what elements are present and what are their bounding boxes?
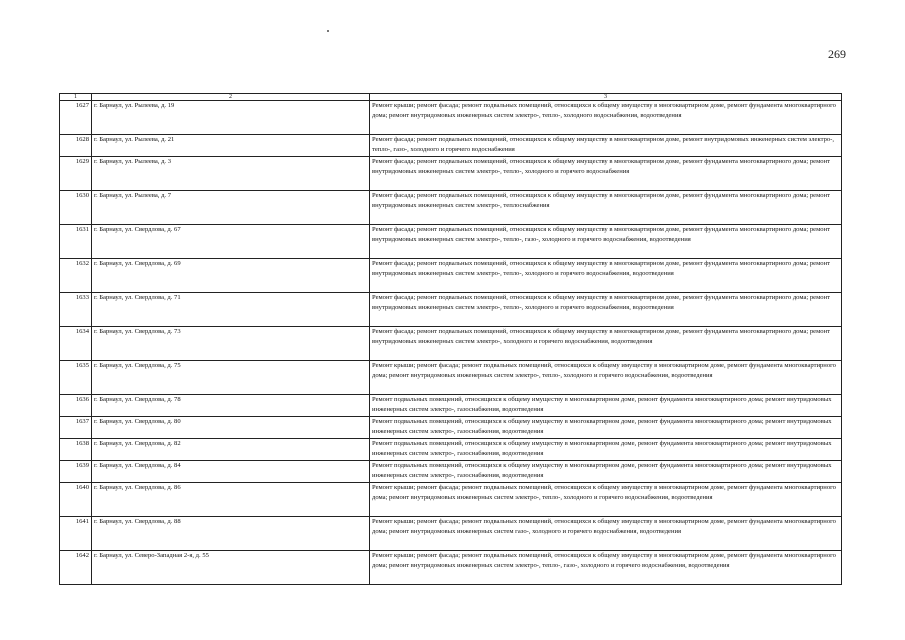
table-row (60, 191, 842, 225)
table-row (60, 461, 842, 483)
row-address: г. Барнаул, ул. Рылеева, д. 7 (92, 191, 370, 225)
table-row (60, 517, 842, 551)
table-row (60, 327, 842, 361)
row-number: 1638 (60, 439, 92, 461)
row-works: Ремонт подвальных помещений, относящихся к общему имуществу в многоквартирном доме, ремонт фундамента многоквартирного дома; ремонт внутридомовых инженерных систем электро-, газоснабжения, водоотведения (370, 439, 842, 461)
column-header-address: 2 (92, 94, 370, 101)
row-works: Ремонт подвальных помещений, относящихся к общему имуществу в многоквартирном доме, ремонт фундамента многоквартирного дома; ремонт внутридомовых инженерных систем электро-, газоснабжения, водоотведения (370, 461, 842, 483)
row-works: Ремонт крыши; ремонт фасада; ремонт подвальных помещений, относящихся к общему имуществу в многоквартирном доме, ремонт фундамента многоквартирного дома; ремонт внутридомовых инженерных систем электро-, тепло-, газо-, холодного и горячего водоснабжения, водоотведения (370, 551, 842, 585)
row-number: 1633 (60, 293, 92, 327)
row-number: 1635 (60, 361, 92, 395)
row-address: г. Барнаул, ул. Свердлова, д. 78 (92, 395, 370, 417)
table-row (60, 101, 842, 135)
row-number: 1642 (60, 551, 92, 585)
row-address: г. Барнаул, ул. Свердлова, д. 80 (92, 417, 370, 439)
scan-speck (327, 30, 329, 32)
row-address: г. Барнаул, ул. Свердлова, д. 88 (92, 517, 370, 551)
row-address: г. Барнаул, ул. Рылеева, д. 19 (92, 101, 370, 135)
building-repair-table (59, 93, 842, 585)
row-address: г. Барнаул, ул. Свердлова, д. 71 (92, 293, 370, 327)
row-address: г. Барнаул, ул. Свердлова, д. 73 (92, 327, 370, 361)
row-number: 1634 (60, 327, 92, 361)
row-address: г. Барнаул, ул. Свердлова, д. 82 (92, 439, 370, 461)
table-row (60, 417, 842, 439)
row-works: Ремонт крыши; ремонт фасада; ремонт подвальных помещений, относящихся к общему имуществу в многоквартирном доме, ремонт фундамента многоквартирного дома; ремонт внутридомовых инженерных систем электро-, тепло-, холодного и горячего водоснабжения, водоотведения (370, 361, 842, 395)
column-header-number: 1 (60, 94, 92, 101)
row-works: Ремонт фасада; ремонт подвальных помещений, относящихся к общему имуществу в многоквартирном доме, ремонт фундамента многоквартирного дома; ремонт внутридомовых инженерных систем электро-, теплоснабжения (370, 191, 842, 225)
row-works: Ремонт крыши; ремонт фасада; ремонт подвальных помещений, относящихся к общему имуществу в многоквартирном доме, ремонт фундамента многоквартирного дома; ремонт внутридомовых инженерных систем электро-, тепло-, холодного и горячего водоснабжения, водоотведения (370, 483, 842, 517)
row-number: 1637 (60, 417, 92, 439)
row-number: 1631 (60, 225, 92, 259)
row-number: 1627 (60, 101, 92, 135)
row-address: г. Барнаул, ул. Свердлова, д. 69 (92, 259, 370, 293)
table-row (60, 225, 842, 259)
row-number: 1630 (60, 191, 92, 225)
table-row (60, 259, 842, 293)
table-row (60, 439, 842, 461)
row-address: г. Барнаул, ул. Свердлова, д. 84 (92, 461, 370, 483)
row-works: Ремонт фасада; ремонт подвальных помещений, относящихся к общему имуществу в многоквартирном доме, ремонт фундамента многоквартирного дома; ремонт внутридомовых инженерных систем электро-, холодного и горячего водоснабжения, водоотведения (370, 327, 842, 361)
row-address: г. Барнаул, ул. Свердлова, д. 75 (92, 361, 370, 395)
row-address: г. Барнаул, ул. Северо-Западная 2-я, д. 55 (92, 551, 370, 585)
row-number: 1636 (60, 395, 92, 417)
row-works: Ремонт фасада; ремонт подвальных помещений, относящихся к общему имуществу в многоквартирном доме, ремонт фундамента многоквартирного дома; ремонт внутридомовых инженерных систем электро-, тепло-, холодного и горячего водоснабжения (370, 157, 842, 191)
row-works: Ремонт фасада; ремонт подвальных помещений, относящихся к общему имуществу в многоквартирном доме, ремонт фундамента многоквартирного дома; ремонт внутридомовых инженерных систем электро-, тепло-, газо-, холодного и горячего водоснабжения, водоотведения (370, 225, 842, 259)
row-number: 1639 (60, 461, 92, 483)
row-works: Ремонт крыши; ремонт фасада; ремонт подвальных помещений, относящихся к общему имуществу в многоквартирном доме, ремонт фундамента многоквартирного дома; ремонт внутридомовых инженерных систем электро-, тепло-, холодного водоснабжения, водоотведения (370, 101, 842, 135)
table-row (60, 395, 842, 417)
row-address: г. Барнаул, ул. Рылеева, д. 21 (92, 135, 370, 157)
row-works: Ремонт подвальных помещений, относящихся к общему имуществу в многоквартирном доме, ремонт фундамента многоквартирного дома; ремонт внутридомовых инженерных систем электро-, газоснабжения, водоотведения (370, 417, 842, 439)
table-row (60, 551, 842, 585)
row-number: 1640 (60, 483, 92, 517)
row-number: 1641 (60, 517, 92, 551)
row-address: г. Барнаул, ул. Рылеева, д. 3 (92, 157, 370, 191)
row-works: Ремонт фасада; ремонт подвальных помещений, относящихся к общему имуществу в многоквартирном доме, ремонт фундамента многоквартирного дома; ремонт внутридомовых инженерных систем электро-, тепло-, холодного и горячего водоснабжения, водоотведения (370, 259, 842, 293)
row-address: г. Барнаул, ул. Свердлова, д. 67 (92, 225, 370, 259)
table-header-row (60, 94, 842, 101)
table-row (60, 483, 842, 517)
row-number: 1632 (60, 259, 92, 293)
row-works: Ремонт подвальных помещений, относящихся к общему имуществу в многоквартирном доме, ремонт фундамента многоквартирного дома; ремонт внутридомовых инженерных систем электро-, газоснабжения, водоотведения (370, 395, 842, 417)
row-works: Ремонт фасада; ремонт подвальных помещений, относящихся к общему имуществу в многоквартирном доме, ремонт внутридомовых инженерных систем электро-, тепло-, газо-, холодного и горячего водоснабжения (370, 135, 842, 157)
row-works: Ремонт крыши; ремонт фасада; ремонт подвальных помещений, относящихся к общему имуществу в многоквартирном доме, ремонт фундамента многоквартирного дома; ремонт внутридомовых инженерных систем газо-, холодного и горячего водоснабжения, водоотведения (370, 517, 842, 551)
page-number: 269 (828, 47, 846, 61)
row-works: Ремонт фасада; ремонт подвальных помещений, относящихся к общему имуществу в многоквартирном доме, ремонт фундамента многоквартирного дома; ремонт внутридомовых инженерных систем электро-, тепло-, холодного и горячего водоснабжения, водоотведения (370, 293, 842, 327)
table-row (60, 135, 842, 157)
column-header-works: 3 (370, 94, 842, 101)
row-number: 1629 (60, 157, 92, 191)
table-row (60, 157, 842, 191)
row-address: г. Барнаул, ул. Свердлова, д. 86 (92, 483, 370, 517)
table-row (60, 361, 842, 395)
table-row (60, 293, 842, 327)
row-number: 1628 (60, 135, 92, 157)
